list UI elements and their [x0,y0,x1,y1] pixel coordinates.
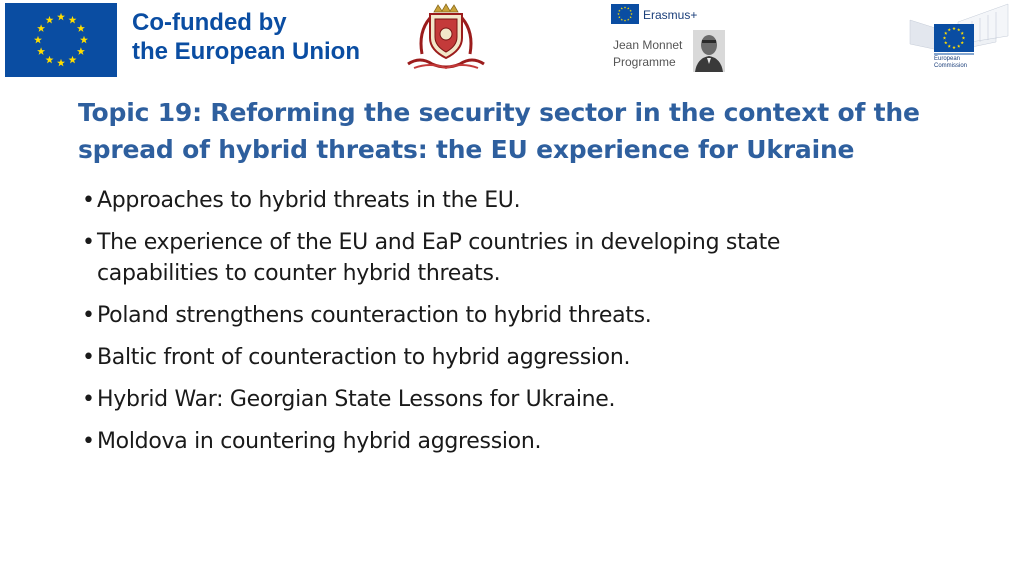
bullet-item: • Approaches to hybrid threats in the EU. [82,185,982,216]
bullet-item: • Baltic front of counteraction to hybrid aggression. [82,342,982,373]
bullet-list [82,185,982,468]
university-crest-icon [400,2,492,74]
jean-monnet-label: Jean Monnet [613,38,683,52]
erasmus-label: Erasmus+ [643,8,698,22]
eu-flag-icon [5,3,117,77]
ec-label-line-1: European [934,56,961,62]
eu-flag-small-icon [611,4,639,24]
bullet-item: • Poland strengthens counteraction to hybrid threats. [82,300,982,331]
european-commission-logo-icon [908,2,1018,80]
ec-label-line-2: Commission [934,63,968,69]
cofunded-text [132,8,360,66]
cofunded-line-2: the European Union [132,38,360,65]
programme-label: Programme [613,55,676,69]
ec-label [934,56,967,70]
slide-title-line-1: Topic 19: Reforming the security sector in the context of the [78,98,920,127]
jean-monnet-portrait-icon [693,30,725,72]
bullet-item: • The experience of the EU and EaP countries in developing state capabilities to counter hybrid threats. [82,227,897,289]
slide-title-line-2: spread of hybrid threats: the EU experience for Ukraine [78,135,855,164]
bullet-item: • Moldova in countering hybrid aggression. [82,426,982,457]
bullet-item: • Hybrid War: Georgian State Lessons for Ukraine. [82,384,982,415]
cofunded-line-1: Co-funded by [132,9,287,36]
jean-monnet-logo [609,2,727,74]
slide-title [78,94,978,168]
